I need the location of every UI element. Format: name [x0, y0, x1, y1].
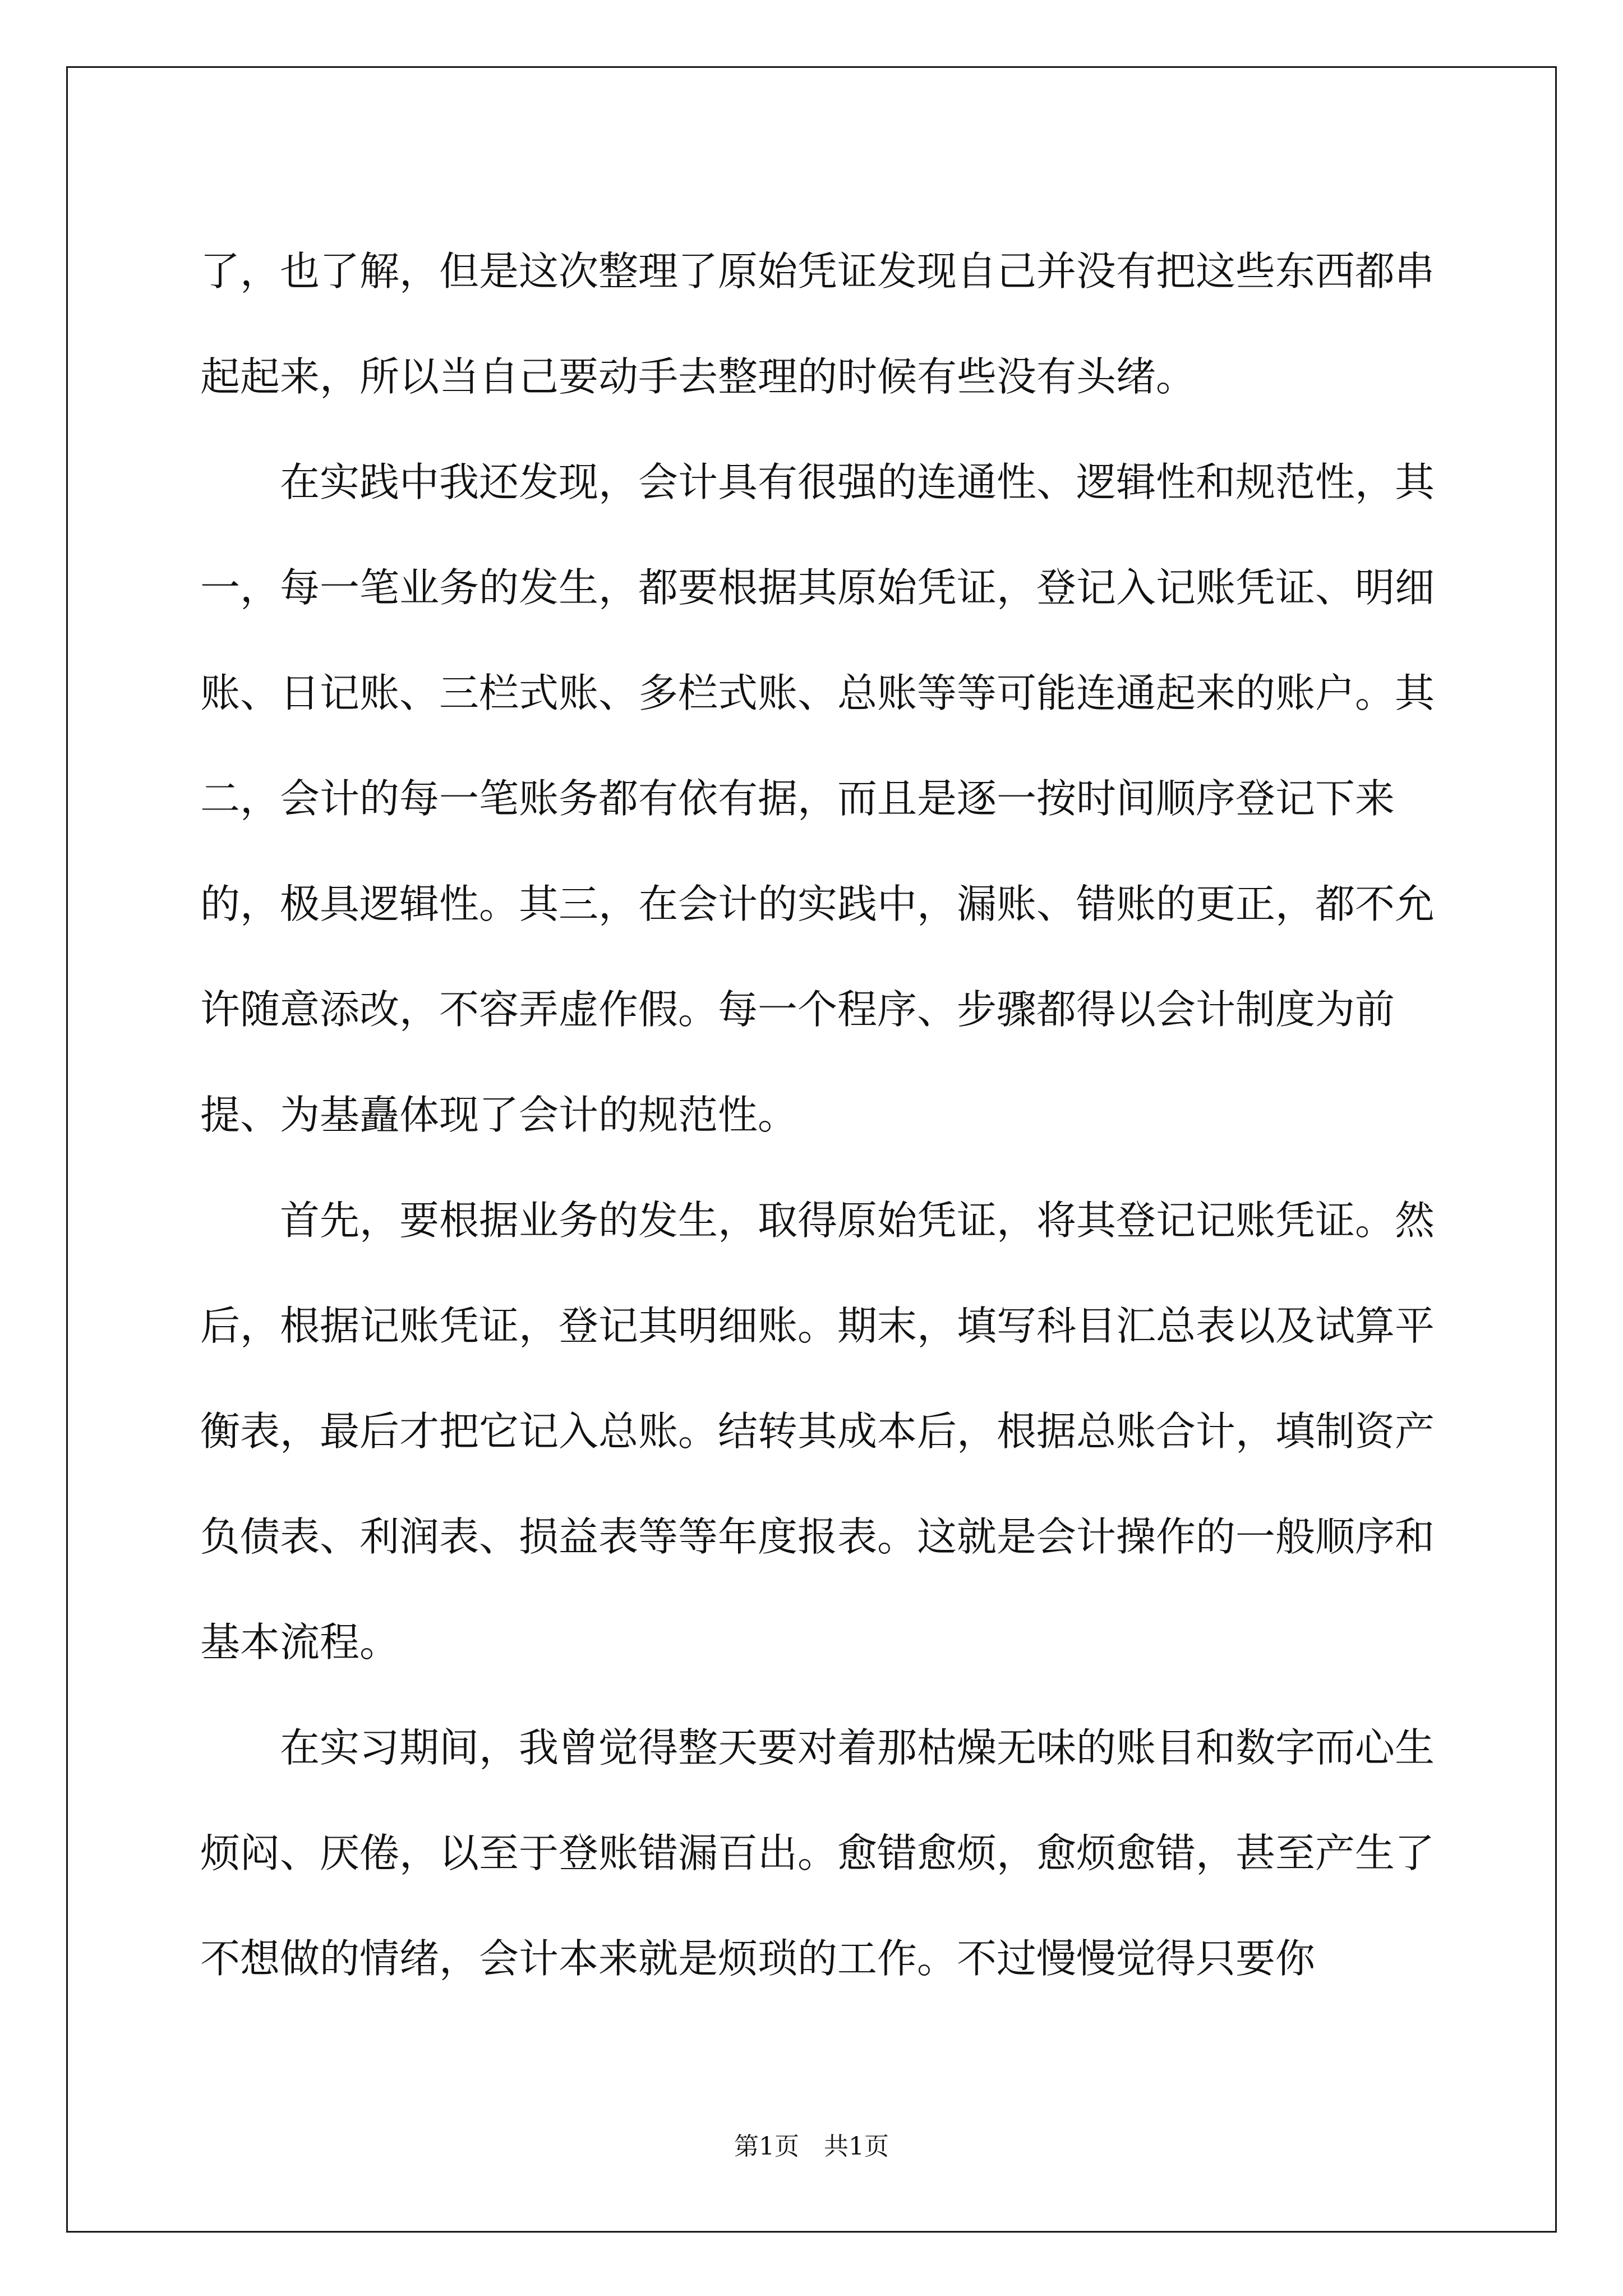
- paragraph: 首先，要根据业务的发生，取得原始凭证，将其登记记账凭证。然后，根据记账凭证，登记其明细账。期末，填写科目汇总表以及试算平衡表，最后才把它记入总账。结转其成本后，根据总账合计，填制资产负债表、利润表、损益表等等年度报表。这就是会计操作的一般顺序和基本流程。: [200, 1197, 1435, 1665]
- paragraph: 在实习期间，我曾觉得整天要对着那枯燥无味的账目和数字而心生烦闷、厌倦，以至于登账错漏百出。愈错愈烦，愈烦愈错，甚至产生了不想做的情绪，会计本来就是烦琐的工作。不过慢慢觉得只要你: [200, 1724, 1435, 1982]
- paragraph: 了，也了解，但是这次整理了原始凭证发现自己并没有把这些东西都串起起来，所以当自己要动手去整理的时候有些没有头绪。: [200, 248, 1435, 400]
- paragraph: 在实践中我还发现，会计具有很强的连通性、逻辑性和规范性，其一，每一笔业务的发生，都要根据其原始凭证，登记入记账凭证、明细账、日记账、三栏式账、多栏式账、总账等等可能连通起来的账户。其二，会计的每一笔账务都有依有据，而且是逐一按时间顺序登记下来的，极具逻辑性。其三，在会计的实践中，漏账、错账的更正，都不允许随意添改，不容弄虚作假。每一个程序、步骤都得以会计制度为前提、为基矗体现了会计的规范性。: [200, 459, 1435, 1138]
- page-footer: 第1页 共1页: [734, 2132, 889, 2161]
- document-body: [200, 219, 1468, 2012]
